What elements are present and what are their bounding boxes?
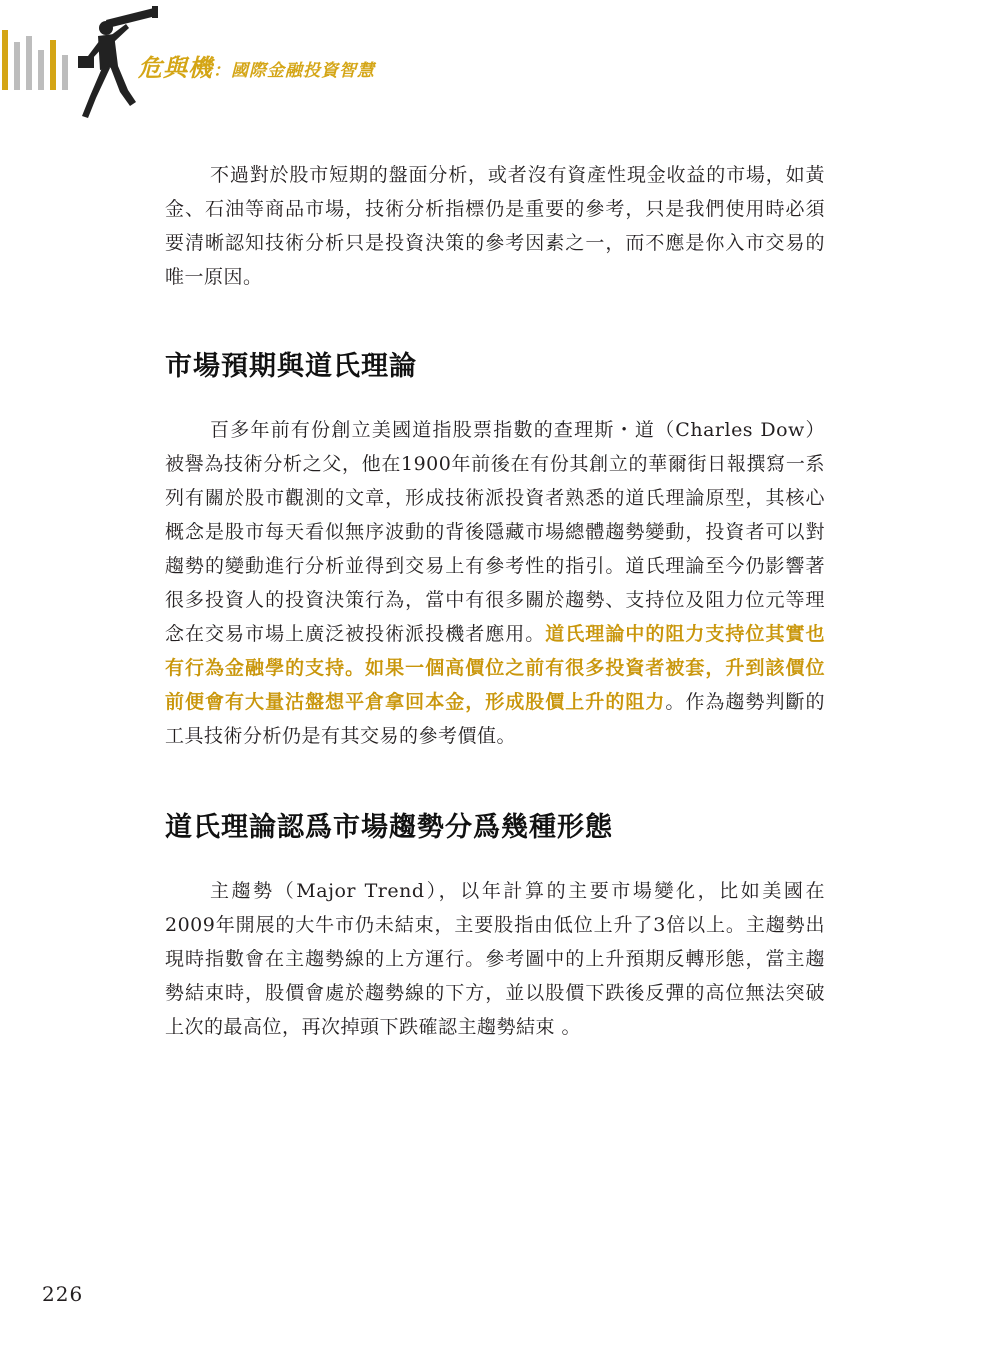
dow-theory-text: 百多年前有份創立美國道指股票指數的查理斯・道（Charles Dow）被譽為技術分析之父，他在1900年前後在有份其創立的華爾街日報撰寫一系列有關於股市觀測的文章，形成技術派投資者熟悉的道氏理論原型，其核心概念是股市每天看似無序波動的背後隱藏市場總體趨勢變動，投資者可以對趨勢的變動進行分析並得到交易上有參考性的指引。道氏理論至今仍影響著很多投資人的投資決策行為，當中有很多關於趨勢、支持位及阻力位元等理念在交易市場上廣泛被投術派投機者應用。 — [165, 419, 825, 645]
page-number: 226 — [42, 1282, 84, 1306]
paragraph-major-trend: 主趨勢（Major Trend），以年計算的主要市場變化，比如美國在2009年開展的大牛市仍未結束，主要股指由低位上升了3倍以上。主趨勢出現時指數會在主趨勢線的上方運行。參考圖中的上升預期反轉形態，當主趨勢結束時，股價會處於趨勢線的下方，並以股價下跌後反彈的高位無法突破上次的最高位，再次掉頭下跌確認主趨勢結束 。 — [165, 880, 825, 1038]
brand-title: 危與機 — [138, 54, 213, 82]
page-content — [165, 158, 825, 1044]
paragraph-dow-theory — [165, 413, 825, 753]
section-heading-trend-forms: 道氏理論認爲市場趨勢分爲幾種形態 — [165, 812, 613, 843]
brand-subtitle: ：國際金融投資智慧 — [213, 61, 375, 81]
section-heading-dow-theory: 市場預期與道氏理論 — [165, 351, 417, 382]
page-header — [0, 0, 1000, 125]
paragraph-technical-analysis: 不過對於股市短期的盤面分析，或者沒有資產性現金收益的市場，如黃金、石油等商品市場，技術分析指標仍是重要的參考，只是我們使用時必須要清晰認知技術分析只是投資決策的參考因素之一，而不應是你入市交易的唯一原因。 — [165, 164, 825, 288]
highlighted-text: 道氏理論中的阻力支持位其實也有行為金融學的支持。如果一個高價位之前有很多投資者被套，升到該價位前便會有大量沽盤想平倉拿回本金，形成股價上升的阻力 — [165, 623, 825, 713]
book-brand — [138, 48, 375, 83]
dow-theory-tail: 。作為趨勢判斷的工具技術分析仍是有其交易的參考價值。 — [165, 691, 825, 747]
